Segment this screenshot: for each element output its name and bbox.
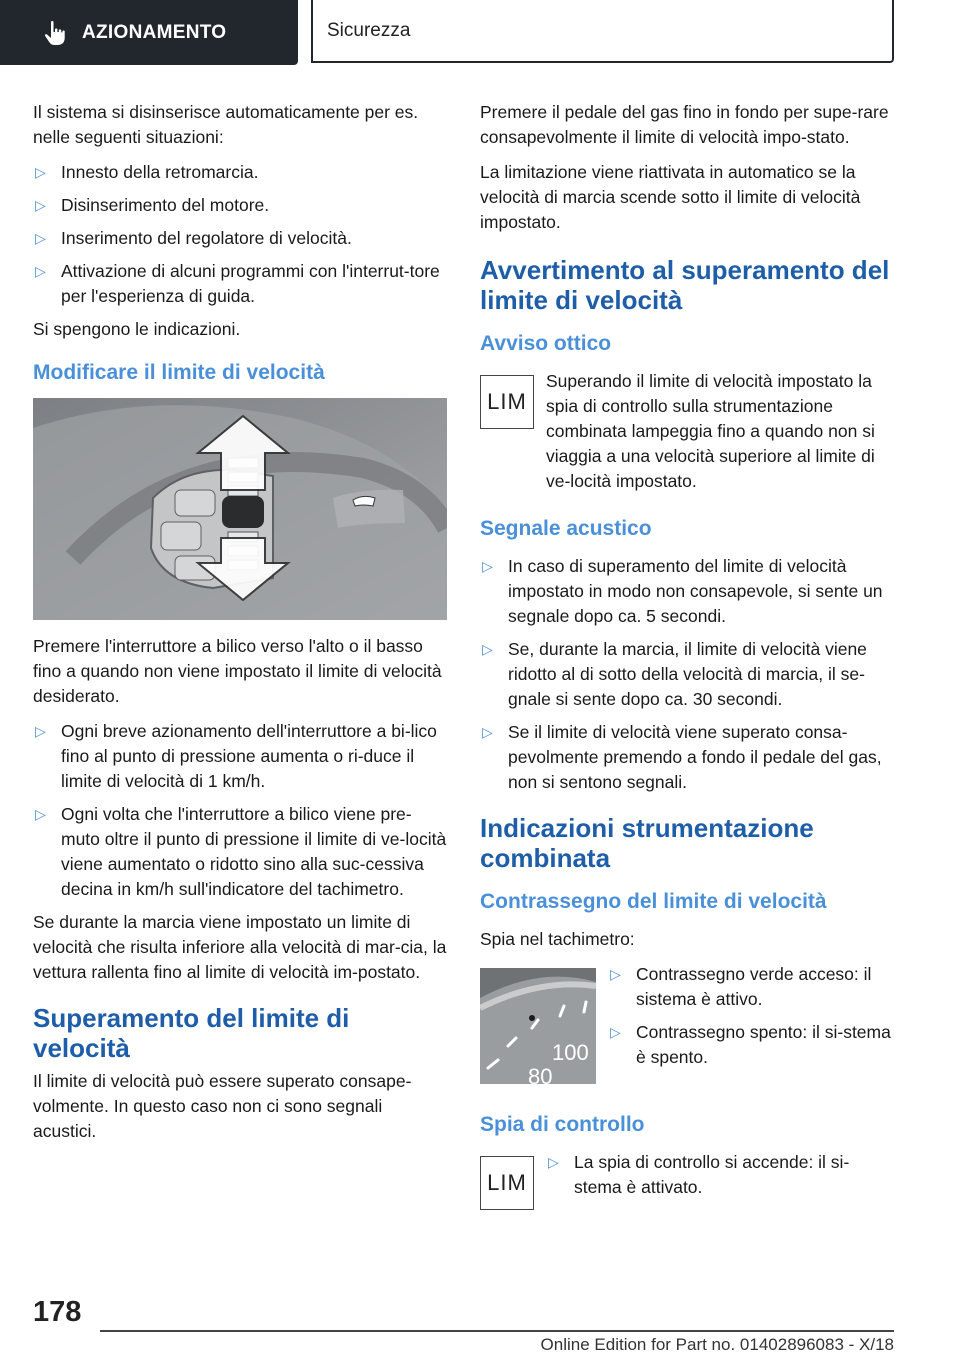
mark-row xyxy=(480,962,894,1086)
optical-warning-row xyxy=(480,369,894,494)
heading-warning: Avvertimento al superamento del limite di velocità xyxy=(480,255,890,315)
section-tab xyxy=(311,0,894,63)
triangle-bullet-icon: ▷ xyxy=(35,723,46,739)
list-item: ▷ Inserimento del regolatore di velocità. xyxy=(33,226,447,251)
triangle-bullet-icon: ▷ xyxy=(482,724,493,740)
intro-paragraph: Il sistema si disinserisce automaticamente per es. nelle seguenti situazioni: xyxy=(33,102,419,147)
heading-indicator-light: Spia di controllo xyxy=(480,1113,645,1136)
modify-paragraph: Premere l'interruttore a bilico verso l'alto o il basso fino a quando non viene impostato il limite di velocità desiderato. xyxy=(33,636,442,706)
heading-cluster-indications: Indicazioni strumentazione combinata xyxy=(480,813,814,873)
lim-indicator-icon: LIM xyxy=(480,375,534,429)
footer-divider xyxy=(100,1330,894,1332)
section-title: Sicurezza xyxy=(327,19,411,41)
triangle-bullet-icon: ▷ xyxy=(610,966,621,982)
triangle-bullet-icon: ▷ xyxy=(548,1154,559,1170)
gas-paragraph: Premere il pedale del gas fino in fondo per supe-rare consapevolmente il limite di velocità impo-stato. xyxy=(480,102,889,147)
hand-pointer-icon xyxy=(40,18,70,48)
modify-list xyxy=(33,719,447,902)
steering-wheel-rocker-image xyxy=(33,398,447,620)
right-column xyxy=(480,100,894,1216)
list-item: ▷ Disinserimento del motore. xyxy=(33,193,447,218)
speedometer-image xyxy=(480,968,596,1084)
indicator-row xyxy=(480,1150,894,1216)
lower-limit-paragraph: Se durante la marcia viene impostato un limite di velocità che risulta inferiore alla velocità di mar-cia, la vettura rallenta fino al limite di velocità im-postato. xyxy=(33,912,447,982)
triangle-bullet-icon: ▷ xyxy=(35,263,46,279)
list-item: ▷ Se il limite di velocità viene superato consa-pevolmente premendo a fondo il pedale del gas, non si sentono segnali. xyxy=(482,722,882,792)
acoustic-list xyxy=(480,554,894,795)
list-item: ▷ In caso di superamento del limite di velocità impostato in modo non consapevole, si sente un segnale dopo ca. 5 secondi. xyxy=(482,556,883,626)
chapter-tab xyxy=(0,0,298,65)
triangle-bullet-icon: ▷ xyxy=(35,806,46,822)
chapter-title: AZIONAMENTO xyxy=(82,21,227,43)
list-item: ▷ Attivazione di alcuni programmi con l'interrut-tore per l'esperienza di guida. xyxy=(35,261,440,306)
edition-note: Online Edition for Part no. 01402896083 - X/18 xyxy=(540,1335,894,1354)
triangle-bullet-icon: ▷ xyxy=(35,197,46,213)
list-item: ▷ Contrassegno verde acceso: il sistema è attivo. xyxy=(610,964,872,1009)
page-number: 178 xyxy=(33,1296,82,1328)
list-item: ▷ Innesto della retromarcia. xyxy=(33,160,447,185)
heading-limit-mark: Contrassegno del limite di velocità xyxy=(480,890,827,913)
list-item: ▷ Ogni breve azionamento dell'interruttore a bi-lico fino al punto di pressione aumenta o ri-duce il limite di velocità di 1 km/h. xyxy=(35,721,437,791)
heading-exceed-limit: Superamento del limite di velocità xyxy=(33,1003,350,1063)
triangle-bullet-icon: ▷ xyxy=(35,164,46,180)
list-item: ▷ Contrassegno spento: il si-stema è spento. xyxy=(610,1022,891,1067)
reactivate-paragraph: La limitazione viene riattivata in automatico se la velocità di marcia scende sotto il limite di velocità impostato. xyxy=(480,162,861,232)
heading-acoustic-signal: Segnale acustico xyxy=(480,517,652,540)
steering-wheel-illustration xyxy=(33,398,447,620)
triangle-bullet-icon: ▷ xyxy=(35,230,46,246)
gauge-label-80: 80 xyxy=(528,1064,553,1084)
mark-intro: Spia nel tachimetro: xyxy=(480,929,635,949)
triangle-bullet-icon: ▷ xyxy=(610,1024,621,1040)
list-item: ▷ La spia di controllo si accende: il si-stema è attivato. xyxy=(548,1152,850,1197)
heading-modify-limit: Modificare il limite di velocità xyxy=(33,361,325,384)
exceed-paragraph: Il limite di velocità può essere superato consape-volmente. In questo caso non ci sono segnali acustici. xyxy=(33,1071,412,1141)
list-item: ▷ Ogni volta che l'interruttore a bilico viene pre-muto oltre il punto di pressione il limite di ve-locità viene aumentato o ridotto sino alla suc-cessiva decina in km/h sull'indicatore del tachimetro. xyxy=(35,804,447,899)
list-item: ▷ Se, durante la marcia, il limite di velocità viene ridotto al di sotto della velocità di marcia, il se-gnale si sente dopo ca. 30 secondi. xyxy=(482,639,867,709)
indicator-list xyxy=(546,1150,894,1208)
triangle-bullet-icon: ▷ xyxy=(482,558,493,574)
off-paragraph: Si spengono le indicazioni. xyxy=(33,319,241,339)
triangle-bullet-icon: ▷ xyxy=(482,641,493,657)
heading-optical-warning: Avviso ottico xyxy=(480,332,612,355)
gauge-label-100: 100 xyxy=(552,1040,589,1065)
lim-indicator-icon: LIM xyxy=(480,1156,534,1210)
left-column xyxy=(33,100,447,1154)
intro-list xyxy=(33,160,447,309)
optical-paragraph-start: Superando il limite di velocità impostato la spia di controllo sulla strumentazione combinata lampeggia fino a quando non si viaggia a una velocità superiore al limite di ve-locità impostato. xyxy=(546,371,875,491)
mark-list xyxy=(608,962,894,1078)
